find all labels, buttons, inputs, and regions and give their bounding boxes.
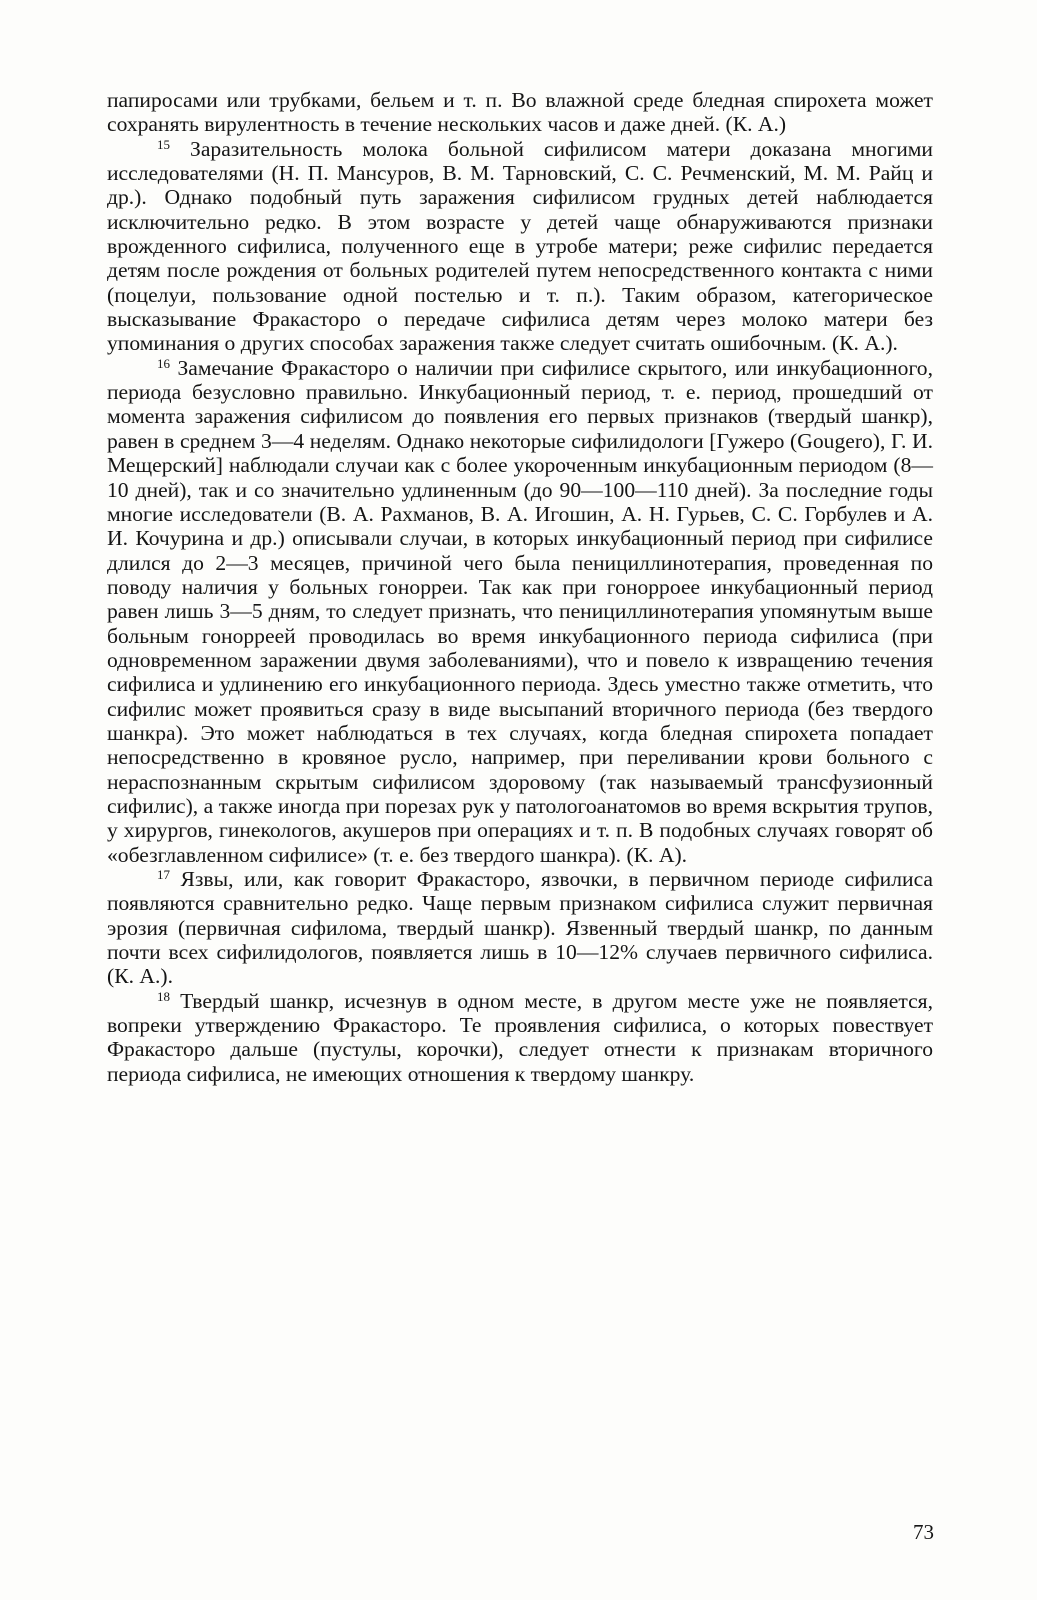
paragraph-text: Заразительность молока больной сифилисом матери доказана многими исследователями (Н. П. Мансуров, В. М. Тарновский, С. С. Речменский, М. М. Райц и др.). Однако подобный путь заражения сифилисом грудных детей наблюдается исключительно редко. В этом возрасте у детей чаще обнаруживаются признаки врожденного сифилиса, полученного еще в утробе матери; реже сифилис передается детям после рождения от больных родителей путем непосредственного контакта с ними (поцелуи, пользование одной постелью и т. п.). Таким образом, категорическое высказывание Фракасторо о передаче сифилиса детям через молоко матери без упоминания о других способах заражения также следует считать ошибочным. (К. А.).: [107, 136, 933, 356]
paragraph-text: Замечание Фракасторо о наличии при сифилисе скрытого, или инкубационного, периода безусловно правильно. Инкубационный период, т. е. период, прошедший от момента заражения сифилисом до появления его первых признаков (твердый шанкр), равен в среднем 3—4 неделям. Однако некоторые сифилидологи [Гужеро (Gougero), Г. И. Мещерский] наблюдали случаи как с более укороченным инкубационным периодом (8—10 дней), так и со значительно удлиненным (до 90—100—110 дней). За последние годы многие исследователи (В. А. Рахманов, В. А. Игошин, А. Н. Гурьев, С. С. Горбулев и А. И. Кочурина и др.) описывали случаи, в которых инкубационный период при сифилисе длился до 2—3 месяцев, причиной чего была пенициллинотерапия, проведенная по поводу наличия у больных гонорреи. Так как при гонорроее инкубационный период равен лишь 3—5 дням, то следует признать, что пенициллинотерапия упомянутым выше больным гонорреей проводилась во время инкубационного периода сифилиса (при одновременном заражении двумя заболеваниями), что и повело к извращению течения сифилиса и удлинению его инкубационного периода. Здесь уместно также отметить, что сифилис может проявиться сразу в виде высыпаний вторичного периода (без твердого шанкра). Это может наблюдаться в тех случаях, когда бледная спирохета попадает непосредственно в кровяное русло, например, при переливании крови больного с нераспознанным скрытым сифилисом здоровому (так называемый трансфузионный сифилис), а также иногда при порезах рук у патологоанатомов во время вскрытия трупов, у хирургов, гинекологов, акушеров при операциях и т. п. В подобных случаях говорят об «обезглавленном сифилисе» (т. е. без твердого шанкра). (К. А).: [107, 355, 933, 867]
footnote-18: [107, 989, 933, 1086]
page-number: 73: [913, 1520, 934, 1544]
paragraph-text: Язвы, или, как говорит Фракасторо, язвочки, в первичном периоде сифилиса появляются сравнительно редко. Чаще первым признаком сифилиса служит первичная эрозия (первичная сифилома, твердый шанкр). Язвенный твердый шанкр, по данным почти всех сифилидологов, появляется лишь в 10—12% случаев первичного сифилиса. (К. А.).: [107, 867, 933, 989]
footnote-number: 17: [157, 867, 170, 882]
footnote-number: 16: [157, 355, 170, 371]
paragraph-text: папиросами или трубками, бельем и т. п. Во влажной среде бледная спирохета может сохранять вирулентность в течение нескольких часов и даже дней. (К. А.): [107, 88, 933, 137]
paragraph-continuation: [107, 88, 933, 137]
footnotes-text: [107, 88, 933, 1086]
footnote-number: 18: [157, 988, 170, 1004]
footnote-number: 15: [157, 136, 170, 152]
paragraph-text: Твердый шанкр, исчезнув в одном месте, в другом месте уже не появляется, вопреки утверждению Фракасторо. Те проявления сифилиса, о которых повествует Фракасторо дальше (пустулы, корочки), следует отнести к признакам вторичного периода сифилиса, не имеющих отношения к твердому шанкру.: [107, 988, 933, 1086]
footnote-17: [107, 867, 933, 989]
footnote-15: [107, 137, 933, 356]
footnote-16: [107, 356, 933, 867]
